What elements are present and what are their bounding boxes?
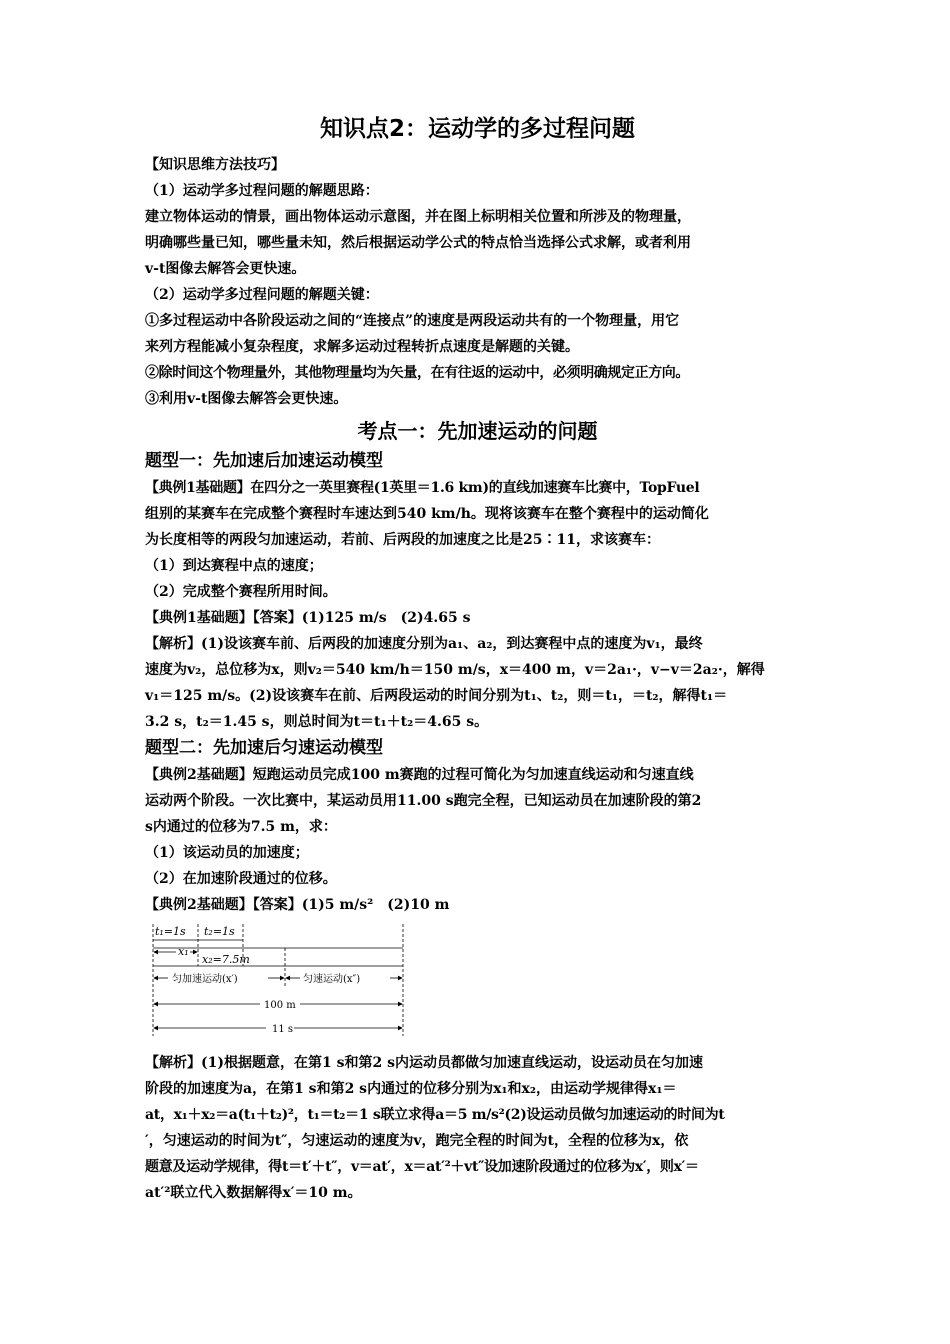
label-t2: t₂=1s <box>204 925 235 938</box>
example2-solution-3: at，x₁＋x₂＝a(t₁＋t₂)²，t₁＝t₂＝1 s联立求得a＝5 m/s²(2)设运动员做匀加速运动的时间为t <box>145 1107 725 1123</box>
methods-line-3: 明确哪些量已知，哪些量未知，然后根据运动学公式的特点恰当选择公式求解，或者利用 <box>145 235 691 251</box>
document-page <box>145 112 810 1206</box>
example2-answer: 【典例2基础题】【答案】(1)5 m/s² (2)10 m <box>145 897 450 913</box>
example2-line-1: 【典例2基础题】短跑运动员完成100 m赛跑的过程可简化为匀加速直线运动和匀速直线 <box>145 767 694 783</box>
methods-heading: 【知识思维方法技巧】 <box>145 157 285 173</box>
page-title: 知识点2：运动学的多过程问题 <box>319 116 635 142</box>
methods-line-1: （1）运动学多过程问题的解题思路： <box>145 183 379 199</box>
methods-line-7: 来列方程能减小复杂程度，求解多运动过程转折点速度是解题的关键。 <box>145 339 579 355</box>
methods-line-4: v-t图像去解答会更快速。 <box>145 261 306 277</box>
label-x2: x₂=7.5m <box>202 953 250 966</box>
example2-line-5: （2）在加速阶段通过的位移。 <box>145 871 337 887</box>
example2-line-3: s内通过的位移为7.5 m，求： <box>145 819 337 835</box>
example1-solution-3: v₁＝125 m/s。(2)设该赛车在前、后两段运动的时间分别为t₁、t₂，则＝t₁，＝t₂，解得t₁＝ <box>145 688 728 704</box>
example2-line-2: 运动两个阶段。一次比赛中，某运动员用11.00 s跑完全程，已知运动员在加速阶段的第2 <box>145 793 702 809</box>
section-title: 考点一：先加速运动的问题 <box>357 419 598 443</box>
methods-line-2: 建立物体运动的情景，画出物体运动示意图，并在图上标明相关位置和所涉及的物理量， <box>145 209 691 225</box>
example2-solution-2: 阶段的加速度为a，在第1 s和第2 s内通过的位移分别为x₁和x₂，由运动学规律得x₁＝ <box>145 1081 677 1097</box>
label-uniform: 匀速运动(x″) <box>303 974 361 985</box>
methods-line-9: ③利用v-t图像去解答会更快速。 <box>145 391 348 407</box>
example1-line-2: 组别的某赛车在完成整个赛程时车速达到540 km/h。现将该赛车在整个赛程中的运动简化 <box>145 506 709 522</box>
example2-solution-5: 题意及运动学规律，得t＝t′＋t″，v＝at′，x＝at′²＋vt″设加速阶段通过的位移为x′，则x′＝ <box>145 1159 699 1175</box>
example1-line-4: （1）到达赛程中点的速度； <box>145 558 323 574</box>
methods-line-8: ②除时间这个物理量外，其他物理量均为矢量，在有往返的运动中，必须明确规定正方向。 <box>145 365 689 381</box>
example2-line-4: （1）该运动员的加速度； <box>145 845 309 861</box>
example1-line-1: 【典例1基础题】在四分之一英里赛程(1英里＝1.6 km)的直线加速赛车比赛中，TopFuel <box>145 480 700 496</box>
label-x1: x₁ <box>178 945 189 958</box>
example1-solution-4: 3.2 s，t₂＝1.45 s，则总时间为t＝t₁＋t₂＝4.65 s。 <box>145 714 489 730</box>
label-accelerating: 匀加速运动(x′) <box>172 974 238 985</box>
example2-solution-6: at′²联立代入数据解得x′＝10 m。 <box>145 1185 362 1201</box>
example1-solution-1: 【解析】(1)设该赛车前、后两段的加速度分别为a₁、a₂，到达赛程中点的速度为v₁，最终 <box>145 636 703 652</box>
type1-heading: 题型一：先加速后加速运动模型 <box>145 451 383 471</box>
race-diagram <box>150 922 810 1044</box>
example1-answer: 【典例1基础题】【答案】(1)125 m/s (2)4.65 s <box>145 610 471 626</box>
methods-line-6: ①多过程运动中各阶段运动之间的“连接点”的速度是两段运动共有的一个物理量，用它 <box>145 313 680 329</box>
label-time: 11 s <box>272 1024 294 1035</box>
methods-line-5: （2）运动学多过程问题的解题关键： <box>145 287 379 303</box>
type2-heading: 题型二：先加速后匀速运动模型 <box>145 738 383 758</box>
example2-solution-4: ′，匀速运动的时间为t″，匀速运动的速度为v，跑完全程的时间为t，全程的位移为x，依 <box>145 1133 689 1149</box>
label-distance: 100 m <box>264 1000 296 1011</box>
example1-line-3: 为长度相等的两段匀加速运动，若前、后两段的加速度之比是25∶11，求该赛车： <box>145 532 660 548</box>
example2-solution-1: 【解析】(1)根据题意，在第1 s和第2 s内运动员都做匀加速直线运动，设运动员在匀加速 <box>145 1055 703 1071</box>
label-t1: t₁=1s <box>155 925 186 938</box>
example1-solution-2: 速度为v₂，总位移为x，则v₂＝540 km/h＝150 m/s，x＝400 m，v＝2a₁·，v−v＝2a₂·，解得 <box>145 662 765 678</box>
example1-line-5: （2）完成整个赛程所用时间。 <box>145 584 337 600</box>
